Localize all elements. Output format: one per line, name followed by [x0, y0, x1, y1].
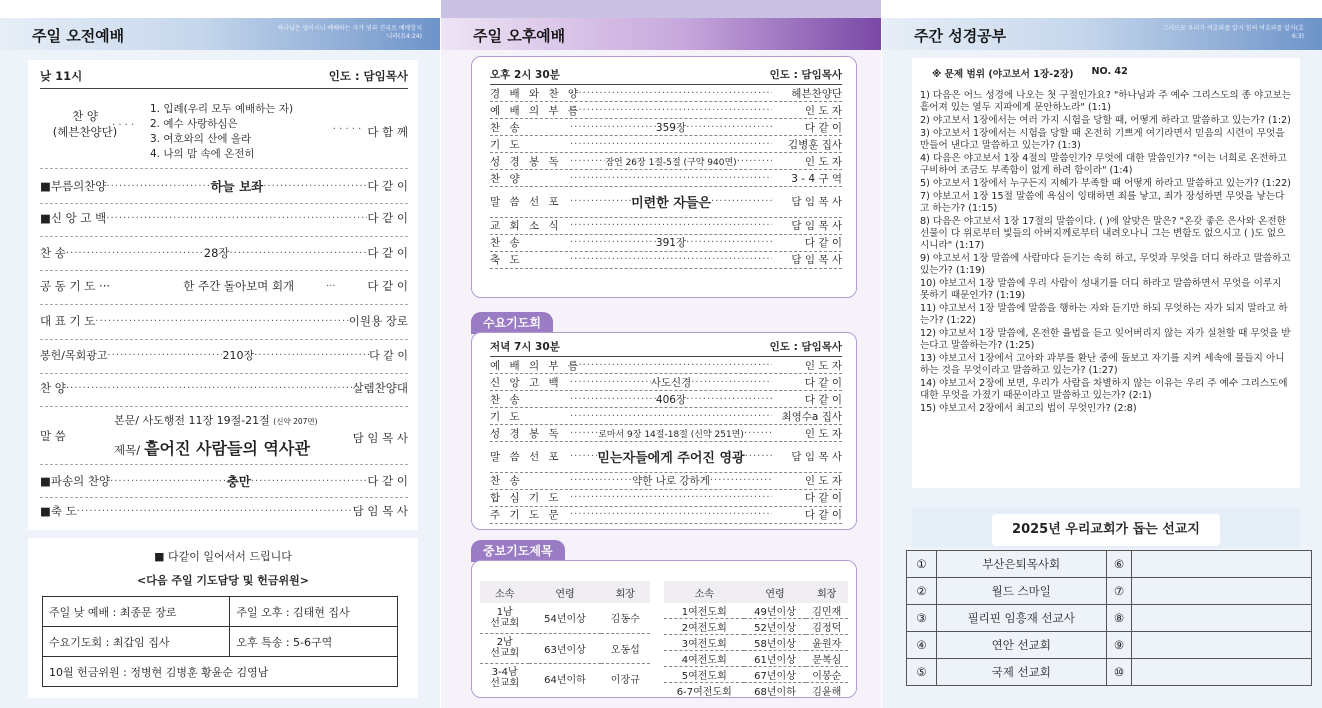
table-cell: 54년이상: [544, 614, 586, 626]
afternoon-service-column: [441, 0, 881, 708]
table-cell: 문복심: [812, 655, 842, 666]
order-who: 인 도 자: [804, 104, 842, 117]
prayer-tag: 중보기도제목: [471, 540, 565, 562]
offering-committee: 10월 헌금위원 : 정병현 김병훈 황윤순 김영남: [43, 657, 398, 687]
order-row: [490, 187, 842, 218]
order-row: [490, 235, 842, 252]
afternoon-leader: 인도 : 담임목사: [769, 69, 842, 81]
order-who: 담 임 목 사: [791, 220, 842, 233]
study-question: 14) 야보고서 2장에 보면, 우리가 사람을 차별하지 않는 이유는 우리 주 예수 그리스도에 대한 무엇을 가졌기 때문이라고 말씀하고 있는가? (2:1): [920, 378, 1288, 401]
order-label: 기 도: [490, 410, 523, 423]
mission-number: ⑦: [1106, 578, 1132, 605]
mission-name: [1132, 578, 1312, 605]
duty-cell: 오후 특송 : 5-6구역: [230, 627, 398, 657]
order-row: [490, 490, 842, 507]
order-label: ■신 앙 고 백: [40, 211, 107, 225]
order-label: 경 배 와 찬 양: [490, 87, 582, 100]
order-row: [490, 425, 842, 442]
order-label: ■축 도: [40, 504, 77, 518]
morning-order-panel: 낮 11시 인도 : 담임목사 찬 양 (헤븐찬양단) · · · · 1. 입례(우리 모두 예배하는 자) 2. 예수 사랑하심은 3. 여호와의 산에 올라 4. 나의 맘 속에 온전히 · · · · · 다 함 께 ■부름의찬양 ····· 하늘 보좌 ····· 다 같 이 ■신 앙 고 백 ····· 다 같 이 찬 송 ····· 28장 ····· 다 같 이 공 동 기 도 ··· 한 주간 돌아보며 회개 ··· 다 같 이 대 표 기 도 ····· 이원용 장로 봉헌/목회광고 ····· 210장 ····· 다 같 이 찬 양 ····· 살렘찬양대 말 씀 본문/ 사도행전 11장 19절-21절 (신약 207면) 제목/ 흩어진 사람들의 역사관 담 임 목 사 ■파송의 찬양 ····· 충만 ····· 다 같 이 ■축 도 ····· 담 임 목 사: [28, 60, 418, 530]
morning-time: 낮 11시: [40, 69, 83, 83]
table-cell: 이장규: [610, 674, 640, 686]
study-question: 10) 야보고서 1장 말씀에 우리 사람이 성내기를 더디 하라고 말씀하면서 무엇을 이루지 못하기 때문인가? (1:19): [920, 278, 1282, 301]
table-cell: 1남 선교회: [490, 606, 520, 629]
duty-table: [42, 596, 398, 687]
order-row: [40, 243, 408, 263]
table-header: 회장: [615, 588, 635, 600]
mission-row: [907, 659, 1312, 686]
order-row: [490, 102, 842, 119]
study-question: 3) 야고보서 1장에서는 시험을 당할 때 온전히 기쁘게 여기라면서 믿음의 시련이 무엇을 만들어 낸다고 말씀하고 있는가? (1:3): [920, 128, 1285, 151]
order-who: 헤븐찬양단: [791, 87, 842, 100]
mission-row: [907, 632, 1312, 659]
study-number: NO. 42: [1091, 66, 1128, 77]
order-label: 찬 송: [490, 237, 523, 250]
questions-panel: [912, 58, 1300, 488]
table-header: 연령: [765, 588, 785, 600]
order-who: 다 같 이: [804, 237, 842, 250]
order-label: 말 씀 선 포: [490, 451, 562, 464]
order-row: [490, 391, 842, 408]
order-who: 다 같 이: [369, 349, 408, 362]
study-question: 13) 야보고서 1장에서 고아와 과부를 환난 중에 돌보고 자기를 지켜 세속에 물들지 아니하는 것을 무엇이라고 말씀하고 있는가? (1:27): [920, 353, 1285, 376]
study-subtitle: 그러므로 우리가 여호와를 알자 힘써 여호와를 알자(호6:3): [1162, 25, 1304, 40]
order-row: [490, 357, 842, 374]
order-label: 기 도: [490, 138, 523, 151]
order-row: [490, 153, 842, 170]
wednesday-time: 저녁 7시 30분: [490, 341, 560, 353]
question-list: [920, 90, 1292, 415]
order-row: [490, 119, 842, 136]
praise-who: 다 함 께: [367, 125, 408, 139]
praise-song: 2. 예수 사랑하심은: [150, 118, 238, 130]
next-week-panel: [28, 538, 418, 698]
mission-row: [907, 605, 1312, 632]
order-row: [40, 311, 408, 331]
order-row: [490, 170, 842, 187]
mission-number: ⑤: [907, 659, 937, 686]
order-label: 찬 양: [490, 172, 523, 185]
morning-leader: 인도 : 담임목사: [328, 69, 408, 83]
table-cell: 5여전도회: [681, 671, 727, 682]
praise-sub: (헤븐찬양단): [52, 125, 118, 139]
mission-name: [1132, 551, 1312, 578]
mission-number: ①: [907, 551, 937, 578]
order-label: 축 도: [490, 254, 523, 267]
order-row: [490, 252, 842, 269]
table-cell: 2여전도회: [681, 623, 727, 634]
order-detail: 사도신경: [650, 376, 692, 389]
mission-number: ⑨: [1106, 632, 1132, 659]
sermon-scripture: [114, 412, 318, 428]
table-cell: 오동섭: [610, 644, 640, 656]
order-label: 주 기 도 문: [490, 509, 562, 522]
study-question: 7) 야보고서 1장 15절 말씀에 욕심이 잉태하면 죄를 낳고, 죄가 장성하면 무엇을 낳는다고 하는가? (1:15): [920, 191, 1285, 214]
study-question: 5) 야고보서 1장에서 누구든지 지혜가 부족할 때 어떻게 하라고 말씀하고 있는가? (1:22): [920, 178, 1291, 189]
table-cell: 3-4남 선교회: [490, 667, 520, 690]
mission-number: ③: [907, 605, 937, 632]
study-question: 4) 다음은 야고보서 1장 4절의 말씀인가? 무엇에 대한 말씀인가? "이는 너희로 온전하고 구비하여 조금도 부족함이 없게 하려 함이라" (1:4): [920, 153, 1287, 176]
order-label: 교 회 소 식: [490, 220, 562, 233]
mission-name: 연안 선교회: [936, 632, 1106, 659]
order-detail: 믿는자들에게 주어진 영광: [597, 451, 745, 467]
table-cell: 김윤해: [812, 687, 842, 698]
next-week-title: <다음 주일 기도담당 및 헌금위원>: [137, 574, 309, 587]
order-detail: 210장: [222, 349, 255, 362]
prayer-table-left: [480, 581, 650, 693]
order-label: ■파송의 찬양: [40, 474, 111, 488]
table-cell: 64년이하: [544, 674, 586, 686]
order-label: 성 경 봉 독: [490, 427, 562, 440]
table-cell: 1여전도회: [681, 607, 727, 618]
order-row: [490, 408, 842, 425]
order-who: 다 같 이: [367, 474, 408, 488]
morning-title: 주일 오전예배: [32, 27, 125, 45]
order-row: [40, 501, 408, 521]
order-label: 봉헌/목회광고: [40, 349, 108, 362]
study-scope: ※ 문제 범위 (야고보서 1장-2장): [932, 69, 1074, 80]
order-who: 다 같 이: [367, 246, 408, 260]
mission-number: ⑩: [1106, 659, 1132, 686]
bible-study-column: [882, 0, 1322, 708]
order-row: [40, 176, 408, 196]
table-cell: 2남 선교회: [490, 637, 520, 659]
order-who: 3 - 4 구 역: [791, 172, 842, 185]
order-detail: 한 주간 돌아보며 회개: [183, 279, 295, 293]
order-detail: 28장: [203, 246, 230, 260]
order-who: 담 임 목 사: [791, 451, 842, 464]
table-header: 연령: [555, 588, 575, 600]
order-who: 다 같 이: [367, 279, 408, 293]
study-question: 12) 야고보서 1장 말씀에, 온전한 율법을 듣고 잊어버리지 않는 자가 실천할 때 무엇을 받는다고 말씀하는가? (1:25): [920, 328, 1291, 351]
sermon-page: (신약 207면): [273, 417, 318, 426]
order-who: 최영수a 집사: [781, 410, 842, 423]
mission-name: 국제 선교회: [936, 659, 1106, 686]
sermon-title-line: [114, 436, 310, 459]
order-who: 다 같 이: [367, 211, 408, 225]
praise-label: 찬 양: [72, 109, 98, 123]
mission-number: ⑥: [1106, 551, 1132, 578]
mission-table: [906, 550, 1312, 686]
sermon-label: 말 씀: [40, 429, 66, 443]
order-who: 살렘찬양대: [352, 381, 408, 395]
order-detail: 359장: [655, 121, 687, 134]
afternoon-order-card: [471, 56, 857, 298]
prayer-table-right: [664, 581, 848, 698]
order-row: [40, 208, 408, 228]
table-cell: 61년이상: [754, 655, 796, 666]
wednesday-leader: 인도 : 담임목사: [769, 341, 842, 353]
order-who: 담 임 목 사: [791, 196, 842, 209]
order-detail: 미련한 자들은: [631, 196, 711, 212]
table-cell: 49년이상: [754, 607, 796, 618]
order-who: 인 도 자: [804, 359, 842, 372]
order-row: [490, 136, 842, 153]
order-who: 이원용 장로: [348, 314, 408, 328]
mission-name: [1132, 659, 1312, 686]
order-label: 예 배 의 부 름: [490, 104, 582, 117]
order-who: 다 같 이: [804, 393, 842, 406]
afternoon-title: 주일 오후예배: [473, 27, 566, 45]
sermon-title-prefix: 제목/: [114, 443, 141, 457]
order-detail: 406장: [655, 393, 687, 406]
study-question: 2) 야고보서 1장에서는 여러 가지 시험을 당할 때, 어떻게 하라고 말씀하고 있는가? (1:2): [920, 115, 1291, 126]
duty-cell: 주일 낮 예배 : 최종문 장로: [43, 597, 230, 627]
sermon-text: 본문/ 사도행전 11장 19절-21절: [114, 414, 270, 427]
order-who: 인 도 자: [804, 155, 842, 168]
order-detail: 잠언 26장 1절-5절 (구약 940면): [605, 157, 737, 168]
order-who: 다 같 이: [804, 121, 842, 134]
duty-cell: 수요기도회 : 최갑임 집사: [43, 627, 230, 657]
sermon-title: 흩어진 사람들의 역사관: [144, 439, 310, 458]
mission-name: 필리핀 임흥재 선교사: [936, 605, 1106, 632]
order-label: 찬 송: [490, 475, 523, 488]
praise-song: 1. 입례(우리 모두 예배하는 자): [150, 103, 294, 115]
mission-number: ④: [907, 632, 937, 659]
afternoon-time: 오후 2시 30분: [490, 69, 560, 81]
table-cell: 이봉순: [812, 671, 842, 682]
order-row: [40, 471, 408, 491]
prayer-card: [471, 560, 857, 698]
order-label: 성 경 봉 독: [490, 155, 562, 168]
table-cell: 3여전도회: [681, 639, 727, 650]
mission-title-box: [912, 508, 1300, 548]
mission-name: [1132, 605, 1312, 632]
table-cell: 김정덕: [812, 623, 842, 634]
order-row: [40, 378, 408, 398]
order-label: 찬 양: [40, 381, 66, 395]
study-header: [882, 0, 1322, 50]
table-header: 소속: [694, 588, 714, 600]
order-who: 인 도 자: [804, 427, 842, 440]
order-detail: 충만: [226, 474, 251, 489]
morning-subtitle: 하나님은 영이시니 예배하는 자가 영과 진리로 예배할지니라(요4:24): [277, 25, 422, 40]
order-label: 대 표 기 도: [40, 314, 96, 328]
wednesday-tag: 수요기도회: [471, 312, 553, 334]
table-cell: 4여전도회: [681, 655, 727, 666]
order-who: 다 같 이: [367, 179, 408, 193]
study-question: 11) 야고보서 1장 말씀에 말씀을 행하는 자와 듣기만 하되 무엇하는 자가 되지 말라고 하는가? (1:22): [920, 303, 1288, 326]
standing-note: ■ 다같이 일어서서 드립니다: [154, 550, 292, 563]
study-question: 15) 야보고서 2장에서 최고의 법이 무엇인가? (2:8): [920, 403, 1137, 414]
order-who: 다 같 이: [804, 376, 842, 389]
mission-title: 2025년 우리교회가 돕는 선교지: [992, 514, 1220, 546]
study-question: 1) 다음은 어느 성경에 나오는 첫 구절인가요? "하나님과 주 예수 그리스도의 종 야고보는 흩어져 있는 열두 지파에게 문안하노라" (1:1): [920, 90, 1292, 113]
afternoon-header: [441, 0, 881, 50]
order-detail: 로마서 9장 14절-18절 (신약 251면): [598, 429, 744, 440]
praise-song: 4. 나의 맘 속에 온전히: [150, 148, 255, 160]
order-detail: 391장: [655, 237, 687, 250]
mission-name: [1132, 632, 1312, 659]
study-question: 8) 다음은 야고보서 1장 17절의 말씀이다. ( )에 알맞은 말은? "온갖 좋은 은사와 온전한 선물이 다 위로부터 빛들의 아버지께로부터 내려오나니 그는 변함도 없으시고 ( )도 없으시니라" (1:17): [920, 216, 1286, 251]
study-title: 주간 성경공부: [914, 27, 1007, 45]
mission-row: [907, 578, 1312, 605]
order-detail: 하늘 보좌: [210, 179, 264, 194]
order-row: [40, 345, 408, 365]
order-row: [490, 507, 842, 524]
table-cell: 67년이상: [754, 671, 796, 682]
table-cell: 68년이하: [754, 687, 796, 698]
order-row: [490, 218, 842, 235]
table-header: 회장: [817, 588, 837, 600]
praise-song-list: [150, 102, 293, 162]
order-who: 김병훈 집사: [787, 138, 842, 151]
morning-service-column: [0, 0, 440, 708]
order-label: 예 배 의 부 름: [490, 359, 582, 372]
morning-header: [0, 0, 440, 50]
order-who: 담 임 목 사: [791, 254, 842, 267]
order-row: [490, 442, 842, 473]
order-row: [490, 85, 842, 102]
table-header: 소속: [495, 588, 515, 600]
order-label: 공 동 기 도 ···: [40, 279, 111, 293]
order-label: 신 앙 고 백: [490, 376, 562, 389]
order-label: 찬 송: [40, 246, 66, 260]
order-label: 말 씀 선 포: [490, 196, 562, 209]
mission-name: 부산은퇴목사회: [936, 551, 1106, 578]
mission-number: ②: [907, 578, 937, 605]
study-scope-line: [932, 66, 1292, 80]
mission-number: ⑧: [1106, 605, 1132, 632]
order-who: 담 임 목 사: [352, 504, 408, 518]
study-question: 9) 야고보서 1장 말씀에 사람마다 듣기는 속히 하고, 무엇과 무엇을 더디 하라고 말씀하고 있는가? (1:19): [920, 253, 1291, 276]
mission-name: 월드 스마일: [936, 578, 1106, 605]
order-row: [490, 374, 842, 391]
table-cell: 52년이상: [754, 623, 796, 634]
order-row: [490, 473, 842, 490]
order-who: 인 도 자: [804, 475, 842, 488]
order-label: 찬 송: [490, 393, 523, 406]
table-cell: 6-7여전도회: [676, 687, 732, 698]
order-label: 합 심 기 도: [490, 492, 562, 505]
table-cell: 윤원자: [812, 639, 842, 650]
order-label: ■부름의찬양: [40, 179, 107, 193]
duty-cell: 주일 오후 : 김태현 집사: [230, 597, 398, 627]
wednesday-order-card: [471, 332, 857, 530]
order-who: 다 같 이: [804, 509, 842, 522]
table-cell: 58년이상: [754, 639, 796, 650]
praise-song: 3. 여호와의 산에 올라: [150, 133, 252, 145]
sermon-who: 담 임 목 사: [352, 431, 408, 445]
table-cell: 김동수: [610, 614, 640, 626]
order-detail: 약한 나로 강하게: [632, 475, 710, 488]
mission-row: [907, 551, 1312, 578]
table-cell: 63년이상: [544, 644, 586, 656]
table-cell: 김민재: [812, 607, 842, 618]
order-label: 찬 송: [490, 121, 523, 134]
order-who: 다 같 이: [804, 492, 842, 505]
order-row: 공 동 기 도 ··· 한 주간 돌아보며 회개 ··· 다 같 이: [40, 279, 408, 293]
